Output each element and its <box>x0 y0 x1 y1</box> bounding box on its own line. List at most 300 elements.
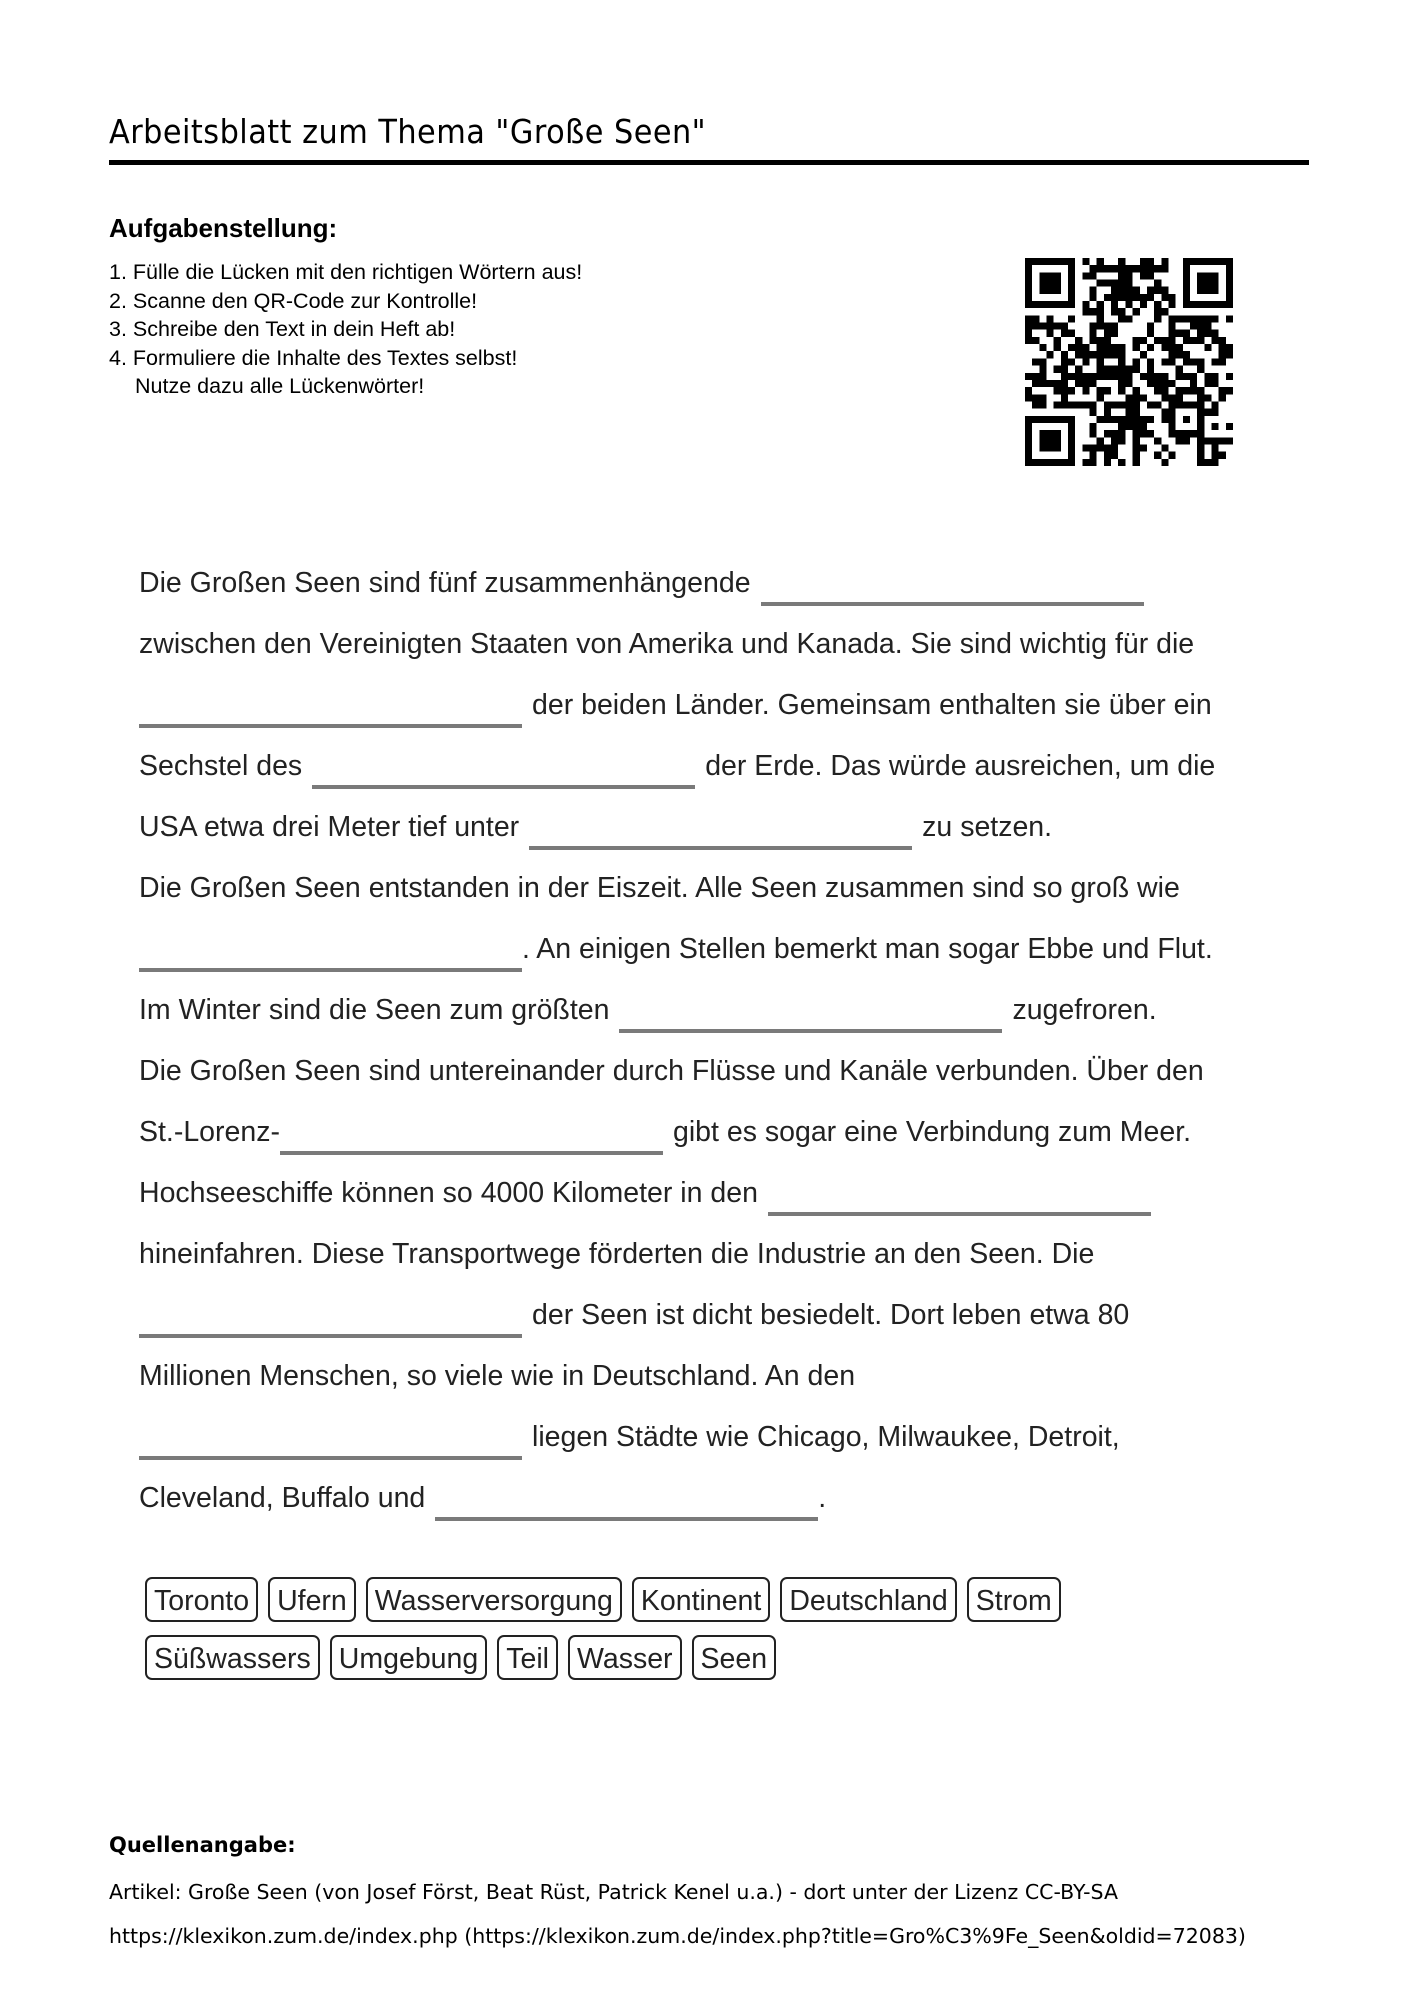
qr-module <box>1125 315 1132 322</box>
qr-module <box>1183 401 1190 408</box>
qr-module <box>1168 416 1175 423</box>
qr-module <box>1025 444 1032 451</box>
qr-module <box>1168 301 1175 308</box>
qr-module <box>1104 459 1111 466</box>
qr-module <box>1168 323 1175 330</box>
qr-module <box>1047 272 1054 279</box>
qr-module <box>1068 287 1075 294</box>
qr-module <box>1025 437 1032 444</box>
qr-module <box>1226 344 1233 351</box>
qr-module <box>1104 444 1111 451</box>
qr-module <box>1211 337 1218 344</box>
qr-module <box>1075 373 1082 380</box>
text-line <box>139 1285 1319 1346</box>
text-segment: der Seen ist dicht besiedelt. Dort leben etwa 80 <box>532 1299 1130 1331</box>
qr-module <box>1161 294 1168 301</box>
qr-module <box>1183 265 1190 272</box>
qr-module <box>1204 280 1211 287</box>
qr-module <box>1190 380 1197 387</box>
qr-module <box>1075 380 1082 387</box>
qr-module <box>1147 416 1154 423</box>
blank-field[interactable] <box>768 1178 1151 1216</box>
qr-module <box>1097 358 1104 365</box>
qr-module <box>1147 323 1154 330</box>
qr-module <box>1140 423 1147 430</box>
word-chip[interactable]: Kontinent <box>632 1577 770 1622</box>
qr-module <box>1047 351 1054 358</box>
qr-module <box>1125 401 1132 408</box>
qr-module <box>1054 416 1061 423</box>
qr-module <box>1211 437 1218 444</box>
qr-module <box>1133 459 1140 466</box>
qr-module <box>1125 272 1132 279</box>
qr-module <box>1097 344 1104 351</box>
qr-module <box>1118 373 1125 380</box>
qr-module <box>1133 444 1140 451</box>
blank-field[interactable] <box>435 1483 818 1521</box>
word-chip[interactable]: Ufern <box>268 1577 356 1622</box>
qr-module <box>1111 452 1118 459</box>
word-chip[interactable]: Wasserversorgung <box>366 1577 622 1622</box>
qr-module <box>1125 301 1132 308</box>
word-chip[interactable]: Süßwassers <box>145 1635 320 1680</box>
qr-module <box>1090 430 1097 437</box>
text-segment: zu setzen. <box>922 811 1053 843</box>
qr-module <box>1125 287 1132 294</box>
qr-module <box>1226 280 1233 287</box>
cloze-text <box>139 553 1319 1529</box>
qr-module <box>1032 394 1039 401</box>
qr-module <box>1197 323 1204 330</box>
qr-module <box>1226 423 1233 430</box>
text-line <box>139 1163 1319 1224</box>
qr-module <box>1219 387 1226 394</box>
qr-module <box>1118 366 1125 373</box>
qr-module <box>1075 401 1082 408</box>
source-article: Artikel: Große Seen (von Josef Först, Beat Rüst, Patrick Kenel u.a.) - dort unter der Lizenz CC-BY-SA <box>109 1880 1118 1904</box>
text-line <box>139 675 1319 736</box>
qr-module <box>1161 258 1168 265</box>
qr-module <box>1061 380 1068 387</box>
qr-module <box>1211 401 1218 408</box>
qr-module <box>1082 272 1089 279</box>
text-line <box>139 1041 1319 1102</box>
qr-module <box>1147 430 1154 437</box>
qr-module <box>1025 373 1032 380</box>
qr-module <box>1061 387 1068 394</box>
qr-module <box>1140 301 1147 308</box>
qr-module <box>1211 287 1218 294</box>
qr-module <box>1047 437 1054 444</box>
qr-module <box>1197 416 1204 423</box>
text-segment: . An einigen Stellen bemerkt man sogar Ebbe und Flut. <box>522 933 1213 965</box>
qr-module <box>1082 373 1089 380</box>
qr-module <box>1047 380 1054 387</box>
qr-module <box>1154 301 1161 308</box>
qr-module <box>1161 459 1168 466</box>
word-chip[interactable]: Seen <box>692 1635 777 1680</box>
qr-module <box>1082 358 1089 365</box>
qr-module <box>1061 358 1068 365</box>
qr-module <box>1133 423 1140 430</box>
qr-module <box>1025 394 1032 401</box>
qr-module <box>1047 444 1054 451</box>
qr-module <box>1039 401 1046 408</box>
qr-module <box>1104 430 1111 437</box>
qr-module <box>1147 294 1154 301</box>
qr-module <box>1025 315 1032 322</box>
qr-module <box>1118 358 1125 365</box>
qr-module <box>1090 373 1097 380</box>
qr-module <box>1111 351 1118 358</box>
qr-module <box>1111 330 1118 337</box>
word-chip[interactable]: Deutschland <box>780 1577 956 1622</box>
qr-module <box>1090 401 1097 408</box>
qr-module <box>1168 315 1175 322</box>
qr-module <box>1090 323 1097 330</box>
qr-module <box>1039 380 1046 387</box>
qr-module <box>1190 315 1197 322</box>
qr-module <box>1068 301 1075 308</box>
qr-module <box>1204 287 1211 294</box>
word-chip[interactable]: Teil <box>497 1635 558 1680</box>
qr-module <box>1133 294 1140 301</box>
qr-module <box>1061 373 1068 380</box>
qr-module <box>1140 337 1147 344</box>
qr-module <box>1226 258 1233 265</box>
qr-module <box>1161 344 1168 351</box>
qr-module <box>1047 258 1054 265</box>
qr-module <box>1154 308 1161 315</box>
qr-module <box>1061 459 1068 466</box>
qr-module <box>1176 373 1183 380</box>
blank-field[interactable] <box>139 1300 522 1338</box>
qr-module <box>1068 444 1075 451</box>
qr-module <box>1090 330 1097 337</box>
qr-module <box>1054 272 1061 279</box>
qr-module <box>1097 301 1104 308</box>
qr-module <box>1039 437 1046 444</box>
qr-module <box>1061 258 1068 265</box>
qr-module <box>1039 344 1046 351</box>
qr-module <box>1061 366 1068 373</box>
qr-module <box>1219 258 1226 265</box>
text-line <box>139 1346 1319 1407</box>
qr-module <box>1068 258 1075 265</box>
qr-module <box>1147 401 1154 408</box>
qr-module <box>1183 301 1190 308</box>
qr-module <box>1104 387 1111 394</box>
qr-module <box>1125 423 1132 430</box>
text-segment: . <box>818 1482 827 1514</box>
qr-module <box>1226 387 1233 394</box>
qr-module <box>1054 301 1061 308</box>
task-item: 2. Scanne den QR-Code zur Kontrolle! <box>109 288 478 313</box>
qr-module <box>1176 437 1183 444</box>
qr-module <box>1047 430 1054 437</box>
qr-module <box>1054 437 1061 444</box>
qr-module <box>1104 330 1111 337</box>
qr-module <box>1147 380 1154 387</box>
qr-module <box>1111 287 1118 294</box>
qr-module <box>1219 337 1226 344</box>
qr-module <box>1226 315 1233 322</box>
qr-module <box>1097 366 1104 373</box>
qr-module <box>1168 351 1175 358</box>
qr-module <box>1197 401 1204 408</box>
qr-module <box>1047 330 1054 337</box>
word-chip[interactable]: Umgebung <box>330 1635 487 1680</box>
qr-module <box>1133 394 1140 401</box>
qr-module <box>1197 452 1204 459</box>
qr-module <box>1025 423 1032 430</box>
qr-module <box>1183 280 1190 287</box>
qr-module <box>1197 437 1204 444</box>
blank-field[interactable] <box>761 568 1144 606</box>
qr-module <box>1168 409 1175 416</box>
qr-module <box>1197 258 1204 265</box>
qr-module <box>1176 330 1183 337</box>
qr-module <box>1025 265 1032 272</box>
qr-module <box>1097 280 1104 287</box>
qr-module <box>1068 401 1075 408</box>
qr-module <box>1039 416 1046 423</box>
qr-module <box>1168 330 1175 337</box>
qr-module <box>1054 459 1061 466</box>
qr-module <box>1025 258 1032 265</box>
text-segment: Cleveland, Buffalo und <box>139 1482 426 1514</box>
qr-module <box>1039 459 1046 466</box>
qr-module <box>1168 337 1175 344</box>
qr-module <box>1047 280 1054 287</box>
word-chip[interactable]: Toronto <box>145 1577 258 1622</box>
qr-module <box>1154 380 1161 387</box>
qr-module <box>1154 287 1161 294</box>
qr-module <box>1211 301 1218 308</box>
qr-module <box>1111 437 1118 444</box>
qr-module <box>1204 315 1211 322</box>
qr-module <box>1097 351 1104 358</box>
qr-module <box>1082 380 1089 387</box>
qr-module <box>1032 459 1039 466</box>
qr-module <box>1090 380 1097 387</box>
qr-module <box>1197 280 1204 287</box>
qr-module <box>1118 258 1125 265</box>
qr-module <box>1118 459 1125 466</box>
qr-module <box>1025 294 1032 301</box>
text-segment: Im Winter sind die Seen zum größten <box>139 994 610 1026</box>
qr-module <box>1197 423 1204 430</box>
qr-module <box>1211 315 1218 322</box>
qr-module <box>1054 380 1061 387</box>
qr-module <box>1183 358 1190 365</box>
text-line <box>139 1468 1319 1529</box>
qr-module <box>1025 416 1032 423</box>
qr-module <box>1097 437 1104 444</box>
qr-module <box>1147 373 1154 380</box>
qr-module <box>1125 280 1132 287</box>
qr-module <box>1211 373 1218 380</box>
qr-module <box>1154 280 1161 287</box>
blank-field[interactable] <box>529 812 912 850</box>
qr-module <box>1111 344 1118 351</box>
qr-module <box>1054 401 1061 408</box>
qr-module <box>1168 423 1175 430</box>
qr-module <box>1168 394 1175 401</box>
qr-module <box>1047 301 1054 308</box>
word-chip[interactable]: Strom <box>967 1577 1061 1622</box>
qr-module <box>1097 373 1104 380</box>
qr-module <box>1133 366 1140 373</box>
qr-module <box>1054 366 1061 373</box>
qr-module <box>1161 265 1168 272</box>
qr-module <box>1168 358 1175 365</box>
qr-module <box>1133 265 1140 272</box>
qr-module <box>1133 337 1140 344</box>
text-segment: zugefroren. <box>1012 994 1157 1026</box>
qr-module <box>1204 437 1211 444</box>
qr-module <box>1161 358 1168 365</box>
qr-module <box>1047 315 1054 322</box>
blank-field[interactable] <box>139 690 522 728</box>
qr-module <box>1190 358 1197 365</box>
title-divider <box>109 160 1309 165</box>
qr-module <box>1097 387 1104 394</box>
qr-module <box>1133 344 1140 351</box>
qr-module <box>1125 394 1132 401</box>
qr-module <box>1161 337 1168 344</box>
qr-module <box>1140 394 1147 401</box>
qr-module <box>1226 287 1233 294</box>
qr-module <box>1090 294 1097 301</box>
qr-module <box>1204 373 1211 380</box>
qr-module <box>1090 265 1097 272</box>
qr-module <box>1039 358 1046 365</box>
qr-module <box>1068 358 1075 365</box>
blank-field[interactable] <box>139 934 522 972</box>
qr-module <box>1176 315 1183 322</box>
blank-field[interactable] <box>280 1117 663 1155</box>
qr-module <box>1090 452 1097 459</box>
qr-module <box>1154 387 1161 394</box>
qr-module <box>1118 437 1125 444</box>
qr-module <box>1140 265 1147 272</box>
qr-module <box>1168 430 1175 437</box>
qr-module <box>1104 366 1111 373</box>
qr-module <box>1054 344 1061 351</box>
qr-module <box>1068 280 1075 287</box>
qr-module <box>1133 437 1140 444</box>
qr-module <box>1226 437 1233 444</box>
qr-module <box>1061 416 1068 423</box>
text-line <box>139 553 1319 614</box>
qr-module <box>1226 351 1233 358</box>
text-segment: Die Großen Seen sind untereinander durch Flüsse und Kanäle verbunden. Über den <box>139 1055 1204 1087</box>
qr-module <box>1111 366 1118 373</box>
text-segment: Millionen Menschen, so viele wie in Deutschland. An den <box>139 1360 856 1392</box>
qr-module <box>1161 387 1168 394</box>
qr-module <box>1068 272 1075 279</box>
blank-field[interactable] <box>619 995 1002 1033</box>
qr-module <box>1183 337 1190 344</box>
qr-module <box>1090 287 1097 294</box>
qr-module <box>1039 272 1046 279</box>
qr-module <box>1147 330 1154 337</box>
qr-module <box>1140 444 1147 451</box>
qr-module <box>1039 287 1046 294</box>
qr-module <box>1068 437 1075 444</box>
qr-module <box>1090 409 1097 416</box>
qr-module <box>1118 387 1125 394</box>
qr-module <box>1090 272 1097 279</box>
qr-module <box>1047 287 1054 294</box>
qr-module <box>1140 258 1147 265</box>
qr-module <box>1039 301 1046 308</box>
qr-module <box>1097 394 1104 401</box>
word-chip[interactable]: Wasser <box>568 1635 682 1680</box>
qr-module <box>1204 409 1211 416</box>
qr-code-icon[interactable] <box>1025 258 1233 466</box>
qr-module <box>1025 430 1032 437</box>
blank-field[interactable] <box>312 751 695 789</box>
qr-module <box>1197 337 1204 344</box>
qr-module <box>1211 380 1218 387</box>
qr-module <box>1147 258 1154 265</box>
qr-module <box>1054 280 1061 287</box>
qr-module <box>1154 401 1161 408</box>
qr-module <box>1032 358 1039 365</box>
qr-module <box>1032 301 1039 308</box>
qr-module <box>1054 444 1061 451</box>
text-segment: Sechstel des <box>139 750 303 782</box>
qr-module <box>1118 315 1125 322</box>
qr-module <box>1197 430 1204 437</box>
text-line <box>139 614 1319 675</box>
qr-module <box>1161 409 1168 416</box>
qr-module <box>1154 337 1161 344</box>
qr-module <box>1118 423 1125 430</box>
qr-module <box>1104 409 1111 416</box>
qr-module <box>1097 265 1104 272</box>
qr-module <box>1133 387 1140 394</box>
qr-module <box>1118 287 1125 294</box>
qr-module <box>1226 272 1233 279</box>
source-link[interactable]: https://klexikon.zum.de/index.php (https://klexikon.zum.de/index.php?title=Gro%C3%9Fe_Seen&oldid=72083) <box>109 1924 1246 1948</box>
qr-module <box>1061 323 1068 330</box>
qr-module <box>1075 351 1082 358</box>
text-segment: USA etwa drei Meter tief unter <box>139 811 520 843</box>
qr-module <box>1118 351 1125 358</box>
qr-module <box>1183 287 1190 294</box>
blank-field[interactable] <box>139 1422 522 1460</box>
qr-module <box>1118 294 1125 301</box>
qr-module <box>1111 265 1118 272</box>
qr-module <box>1125 409 1132 416</box>
qr-module <box>1176 366 1183 373</box>
word-bank-row <box>145 1577 1145 1622</box>
qr-module <box>1068 373 1075 380</box>
qr-module <box>1082 401 1089 408</box>
qr-module <box>1039 373 1046 380</box>
qr-module <box>1154 452 1161 459</box>
qr-module <box>1039 394 1046 401</box>
qr-module <box>1111 444 1118 451</box>
qr-module <box>1219 394 1226 401</box>
qr-module <box>1082 387 1089 394</box>
text-segment: Hochseeschiffe können so 4000 Kilometer in den <box>139 1177 758 1209</box>
text-segment: der Erde. Das würde ausreichen, um die <box>705 750 1216 782</box>
qr-module <box>1068 330 1075 337</box>
